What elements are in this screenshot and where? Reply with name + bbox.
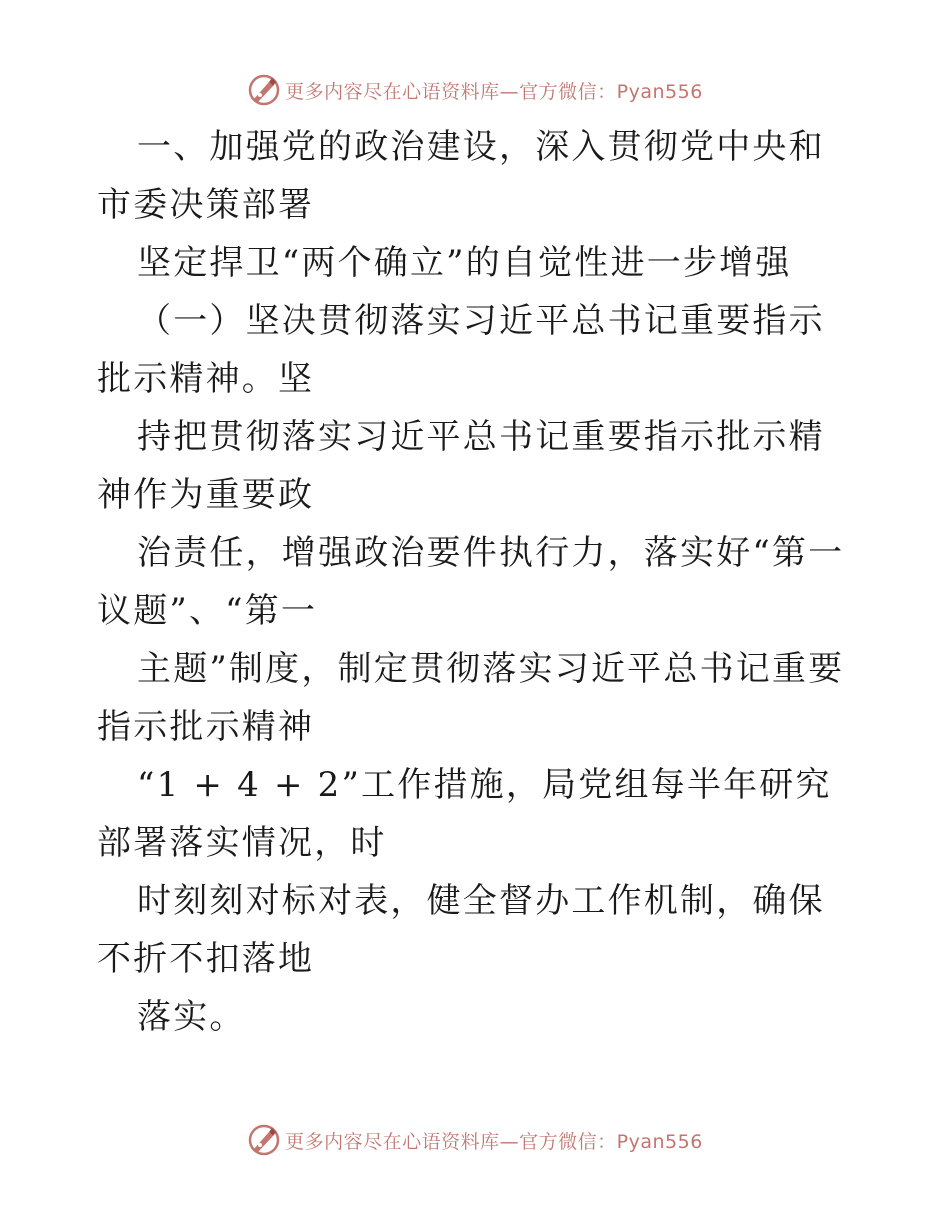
paragraph: 主题”制度，制定贯彻落实习近平总书记重要指示批示精神 <box>97 649 845 747</box>
section-heading: 一、加强党的政治建设，深入贯彻党中央和市委决策部署 <box>97 127 825 225</box>
document-body <box>97 118 857 1046</box>
header-watermark <box>0 70 950 110</box>
pen-nib-logo-icon <box>247 1123 281 1157</box>
paragraph: 坚定捍卫“两个确立”的自觉性进一步增强 <box>137 243 792 283</box>
pen-nib-logo-icon <box>247 73 281 107</box>
paragraph: “1 + 4 + 2”工作措施，局党组每半年研究部署落实情况，时 <box>97 765 832 863</box>
paragraph: 落实。 <box>137 997 246 1037</box>
paragraph: （一）坚决贯彻落实习近平总书记重要指示批示精神。坚 <box>97 301 825 399</box>
watermark-text: 更多内容尽在心语资料库—官方微信：Pyan556 <box>285 1130 703 1153</box>
footer-watermark <box>0 1120 950 1160</box>
paragraph: 持把贯彻落实习近平总书记重要指示批示精神作为重要政 <box>97 417 825 515</box>
watermark-text: 更多内容尽在心语资料库—官方微信：Pyan556 <box>285 80 703 103</box>
paragraph: 治责任，增强政治要件执行力，落实好“第一议题”、“第一 <box>97 533 845 631</box>
paragraph: 时刻刻对标对表，健全督办工作机制，确保不折不扣落地 <box>97 881 825 979</box>
